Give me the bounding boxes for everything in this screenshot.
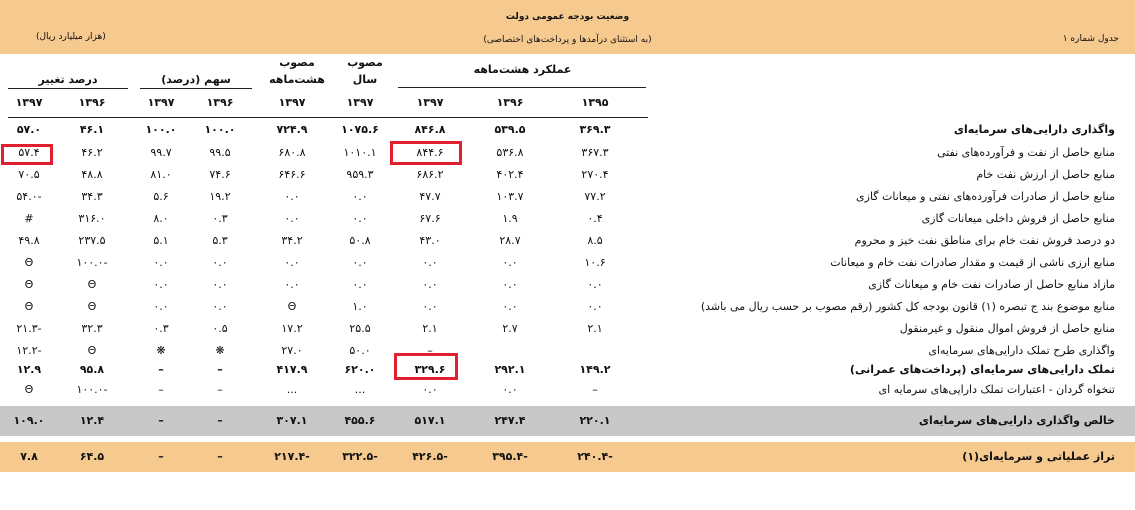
row-value: ۰.۰ <box>502 256 518 269</box>
row-value: ۸۴۴.۶ <box>416 146 444 159</box>
row-value: -۳۲۲.۵ <box>342 450 378 463</box>
row-value: -۲۴۰.۴ <box>577 450 613 463</box>
row-value: ۰.۰ <box>422 256 438 269</box>
row-value: ۷۴.۶ <box>209 168 231 181</box>
row-value: ۱.۰ <box>352 300 368 313</box>
unit-label: (هزار میلیارد ریال) <box>36 32 106 42</box>
year-share-1397: ۱۳۹۷ <box>147 96 175 109</box>
row-value: ۹۵.۸ <box>79 363 105 376</box>
row-value: ۲۸.۷ <box>499 234 521 247</box>
table-number: جدول شماره ۱ <box>1062 34 1119 44</box>
row-value: -۲۱۷.۴ <box>274 450 310 463</box>
row-label: واگذاری دارایی‌های سرمایه‌ای <box>953 123 1115 136</box>
row-value: ۰.۰ <box>153 256 169 269</box>
row-value: ۶۴.۵ <box>79 450 105 463</box>
highlight-box-capital <box>394 353 458 380</box>
row-value: ۸.۰ <box>153 212 169 225</box>
row-value: Θ <box>24 383 34 396</box>
row-value: Θ <box>87 344 97 357</box>
row-value: ۴۶.۲ <box>81 146 103 159</box>
row-label: واگذاری طرح تملک دارایی‌های سرمایه‌ای <box>928 344 1115 357</box>
report-header <box>0 0 1135 54</box>
row-value: -۲۱.۳ <box>16 322 42 335</box>
row-label: تنخواه گردان - اعتبارات تملک دارایی‌های سرمایه ای <box>878 383 1115 396</box>
row-value: ۷۷.۲ <box>584 190 606 203</box>
row-value: – <box>158 383 164 396</box>
row-value: ۵۳۶.۸ <box>496 146 524 159</box>
row-value: ۵۷.۴ <box>18 146 40 159</box>
change-header: درصد تغییر <box>38 73 98 86</box>
row-value: Θ <box>24 278 34 291</box>
subheader-rule <box>8 117 648 118</box>
row-value: ۰.۰ <box>352 278 368 291</box>
row-label: مازاد منابع حاصل از صادرات نفت خام و میعانات گازی <box>868 278 1115 291</box>
row-value: Θ <box>24 256 34 269</box>
row-value: ۱۰۹.۰ <box>13 414 45 427</box>
row-value: ۷.۸ <box>20 450 38 463</box>
row-value: -۱۲.۲ <box>16 344 42 357</box>
row-value: ۱۲.۴ <box>79 414 105 427</box>
row-value: ۳۴.۲ <box>281 234 303 247</box>
row-value: – <box>158 450 164 463</box>
row-value: ۲.۱ <box>422 322 438 335</box>
row-value: ۴۵۵.۶ <box>344 414 376 427</box>
row-value: Θ <box>24 300 34 313</box>
row-value: ۰.۰ <box>422 383 438 396</box>
row-value: ۰.۰ <box>212 256 228 269</box>
row-value: ۷۲۴.۹ <box>276 123 308 136</box>
row-value: ۴۸.۸ <box>81 168 103 181</box>
row-value: ۶۸۶.۲ <box>416 168 444 181</box>
row-value: ۰.۰ <box>502 278 518 291</box>
row-value: ۴۱۷.۹ <box>276 363 308 376</box>
highlight-box-change <box>1 144 53 165</box>
row-value: ۵.۶ <box>153 190 169 203</box>
approved-year-header-1: مصوب <box>347 56 383 69</box>
row-value: Θ <box>87 278 97 291</box>
row-value: ۵۰.۰ <box>349 344 371 357</box>
row-value: ۴۷.۷ <box>419 190 441 203</box>
row-value: ۴۹.۸ <box>18 234 40 247</box>
row-value: ۱۹.۲ <box>209 190 231 203</box>
row-value: ۱.۹ <box>502 212 518 225</box>
row-value: ۱۰۱۰.۱ <box>343 146 377 159</box>
row-label: تراز عملیاتی و سرمایه‌ای(۱) <box>962 450 1115 463</box>
row-label: منابع حاصل از فروش اموال منقول و غیرمنقول <box>899 322 1115 335</box>
row-value: ۳۲۹.۶ <box>414 363 446 376</box>
row-value: – <box>427 344 433 357</box>
row-value: ۱۰.۶ <box>584 256 606 269</box>
year-1395: ۱۳۹۵ <box>581 96 609 109</box>
row-value: ۰.۰ <box>502 383 518 396</box>
row-value: ۶۴۶.۶ <box>278 168 306 181</box>
row-value: – <box>217 450 223 463</box>
row-value: ۵۱۷.۱ <box>414 414 446 427</box>
row-value: ۸.۵ <box>587 234 603 247</box>
year-1396: ۱۳۹۶ <box>496 96 524 109</box>
row-value: ۵.۱ <box>153 234 169 247</box>
year-change-1396: ۱۳۹۶ <box>78 96 106 109</box>
row-value: ❋ <box>156 344 166 357</box>
row-value: ۶۸۰.۸ <box>278 146 306 159</box>
report-title: وضعیت بودجه عمومی دولت <box>505 12 630 22</box>
row-label: دو درصد فروش نفت خام برای مناطق نفت خیز و محروم <box>854 234 1115 247</box>
year-1397: ۱۳۹۷ <box>416 96 444 109</box>
row-value: -۳۹۵.۴ <box>492 450 528 463</box>
row-value: ۱۲.۹ <box>16 363 42 376</box>
row-value: ۰.۰ <box>212 278 228 291</box>
actual-header-rule <box>398 87 646 88</box>
row-value: ۳۱۶.۰ <box>78 212 106 225</box>
row-value: ۲۵.۵ <box>349 322 371 335</box>
approved-8m-header-2: هشت‌ماهه <box>269 73 325 86</box>
row-value: ۱۰۳.۷ <box>496 190 524 203</box>
year-change-1397: ۱۳۹۷ <box>15 96 43 109</box>
row-label: منابع ارزی ناشی از قیمت و مقدار صادرات نفت خام و میعانات <box>830 256 1115 269</box>
row-value: – <box>217 414 223 427</box>
row-value: ۰.۵ <box>212 322 228 335</box>
year-approved8m-1397: ۱۳۹۷ <box>278 96 306 109</box>
row-value: – <box>158 363 164 376</box>
row-value: – <box>158 414 164 427</box>
row-value: ۶۲۰.۰ <box>344 363 376 376</box>
row-value: ۲۳۷.۵ <box>78 234 106 247</box>
row-value: ۳۶۹.۳ <box>579 123 611 136</box>
row-value: ۹۵۹.۳ <box>346 168 374 181</box>
row-value: ۰.۰ <box>422 278 438 291</box>
row-value: ۹۹.۷ <box>150 146 172 159</box>
row-label: منابع حاصل از نفت و فرآورده‌های نفتی <box>937 146 1115 159</box>
row-value: ۵۳۹.۵ <box>494 123 526 136</box>
row-label: منابع موضوع بند ج تبصره (۱) قانون بودجه کل کشور (رقم مصوب بر حسب ریال می باشد) <box>700 300 1115 313</box>
row-value: -۱۰۰.۰ <box>76 256 108 269</box>
row-value: ۸۱.۰ <box>150 168 172 181</box>
row-value: -۱۰۰.۰ <box>76 383 108 396</box>
row-value: ۰.۰ <box>352 190 368 203</box>
row-label: منابع حاصل از فروش داخلی میعانات گازی <box>921 212 1115 225</box>
row-value: ۲۷.۰ <box>281 344 303 357</box>
row-value: ۶۷.۶ <box>419 212 441 225</box>
row-label: خالص واگذاری دارایی‌های سرمایه‌ای <box>918 414 1115 427</box>
row-value: ۲۹۲.۱ <box>494 363 526 376</box>
report-subtitle: (به استثنای درآمدها و پرداخت‌های اختصاصی) <box>483 35 652 45</box>
share-header-rule <box>140 88 252 89</box>
row-value: ۰.۰ <box>212 300 228 313</box>
row-value: ۰.۰ <box>284 256 300 269</box>
approved-year-header-2: سال <box>352 73 378 86</box>
row-value: ۰.۰ <box>284 278 300 291</box>
row-value: ۲۷۰.۴ <box>581 168 609 181</box>
row-value: ۰.۰ <box>422 300 438 313</box>
row-value: ۰.۴ <box>587 212 603 225</box>
row-label: تملک دارایی‌های سرمایه‌ای (پرداخت‌های عمرانی) <box>849 363 1115 376</box>
row-value: – <box>217 383 223 396</box>
row-value: ۲.۷ <box>502 322 518 335</box>
row-value: ۱۰۰.۰ <box>145 123 177 136</box>
row-value: – <box>217 363 223 376</box>
row-value: ۱۰۰.۰ <box>204 123 236 136</box>
row-label: منابع حاصل از ارزش نفت خام <box>976 168 1115 181</box>
row-value: ۱۴۹.۲ <box>579 363 611 376</box>
row-value: ۰.۰ <box>587 278 603 291</box>
row-value: – <box>592 383 598 396</box>
row-value: ... <box>354 383 366 396</box>
row-value: ۰.۳ <box>153 322 169 335</box>
row-value: ۰.۳ <box>212 212 228 225</box>
row-value: ۹۹.۵ <box>209 146 231 159</box>
row-value: -۵۴.۰ <box>16 190 42 203</box>
row-value: ۰.۰ <box>284 212 300 225</box>
row-value: -۴۲۶.۵ <box>412 450 448 463</box>
row-value: ۴۰۲.۴ <box>496 168 524 181</box>
highlight-box-oil <box>390 141 462 165</box>
row-value: ۲۲۰.۱ <box>579 414 611 427</box>
row-value: # <box>24 212 34 225</box>
row-value: ۲۴۷.۴ <box>494 414 526 427</box>
row-value: Θ <box>287 300 297 313</box>
row-value: ۱۰۷۵.۶ <box>341 123 379 136</box>
row-value: ۱۷.۲ <box>281 322 303 335</box>
row-value: ۳۴.۳ <box>81 190 103 203</box>
year-approved-1397: ۱۳۹۷ <box>346 96 374 109</box>
change-header-rule <box>8 88 128 89</box>
row-value: ۰.۰ <box>587 300 603 313</box>
row-value: ۴۶.۱ <box>79 123 105 136</box>
year-share-1396: ۱۳۹۶ <box>206 96 234 109</box>
row-value: ۳۶۷.۳ <box>581 146 609 159</box>
row-value: ۰.۰ <box>352 256 368 269</box>
row-value: ... <box>286 383 298 396</box>
row-value: ۵.۳ <box>212 234 228 247</box>
row-value: ۰.۰ <box>284 190 300 203</box>
row-value: Θ <box>87 300 97 313</box>
row-value: ۰.۰ <box>352 212 368 225</box>
row-label: منابع حاصل از صادرات فرآورده‌های نفتی و میعانات گازی <box>856 190 1115 203</box>
row-value: ❋ <box>215 344 225 357</box>
approved-8m-header-1: مصوب <box>279 56 315 69</box>
row-value: ۴۳.۰ <box>419 234 441 247</box>
row-value: ۳۰۷.۱ <box>276 414 308 427</box>
row-value: ۵۰.۸ <box>349 234 371 247</box>
row-value: ۰.۰ <box>502 300 518 313</box>
actual-8m-header: عملکرد هشت‌ماهه <box>473 63 572 76</box>
row-value: ۰.۰ <box>153 300 169 313</box>
row-value: ۰.۰ <box>153 278 169 291</box>
row-value: ۷۰.۵ <box>18 168 40 181</box>
share-header: سهم (درصد) <box>161 73 231 86</box>
row-value: ۵۷.۰ <box>16 123 42 136</box>
row-value: ۸۴۶.۸ <box>414 123 446 136</box>
row-value: ۳۲.۳ <box>81 322 103 335</box>
row-value: ۲.۱ <box>587 322 603 335</box>
